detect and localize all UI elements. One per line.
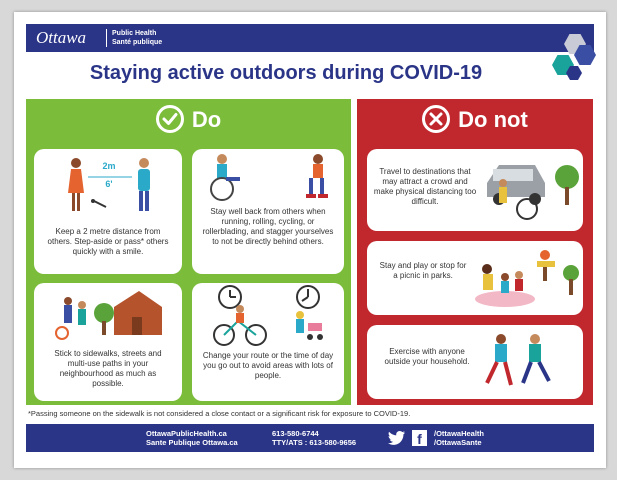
twitter-icon[interactable] [388, 430, 406, 446]
phone-number: 613-580-6744 [272, 429, 319, 438]
distance-metres: 2m [102, 161, 116, 171]
car-bikes-illustration [479, 153, 579, 223]
do-not-card-picnic-text: Stay and play or stop for a picnic in parks. [379, 261, 467, 280]
do-card-sidewalks [34, 283, 182, 401]
do-card-stay-back [192, 149, 344, 274]
website-en-link[interactable]: OttawaPublicHealth.ca [146, 429, 227, 438]
distance-feet: 6' [105, 179, 113, 189]
do-card-change-route [192, 283, 344, 401]
checkmark-icon [156, 105, 184, 133]
do-card-distance-text: Keep a 2 metre distance from others. Step-aside or pass* others quickly with a smile. [47, 227, 169, 256]
do-not-card-travel [367, 149, 583, 231]
poster [14, 12, 606, 468]
do-card-distance [34, 149, 182, 274]
wheelchair-rollerblader-illustration [206, 153, 332, 203]
ottawa-logo: Ottawa [36, 28, 87, 47]
cyclist-clock-illustration [212, 285, 328, 347]
do-not-card-exercise [367, 325, 583, 399]
footer-phones [272, 429, 356, 447]
social-handle-en[interactable]: /OttawaHealth [434, 429, 485, 438]
do-not-card-picnic [367, 241, 583, 315]
header-bar [26, 24, 594, 52]
org-name-fr: Santé publique [112, 39, 163, 46]
do-not-panel [357, 99, 593, 405]
website-fr-link[interactable]: Sante Publique Ottawa.ca [146, 438, 238, 447]
tty-number: TTY/ATS : 613-580-9656 [272, 438, 357, 447]
x-cross-icon [422, 105, 450, 133]
do-card-stay-back-text: Stay well back from others when running, rolling, cycling, or rollerblading, and stagger yourselves to not be directly behind others. [202, 207, 334, 246]
logo-divider [106, 29, 107, 47]
do-panel [26, 99, 351, 405]
runners-illustration [479, 329, 569, 395]
footer-bar [26, 424, 594, 452]
org-name [112, 29, 162, 47]
footer-social [434, 429, 484, 447]
do-not-card-travel-text: Travel to destinations that may attract a crowd and make physical distancing too difficult. [373, 167, 477, 206]
family-walking-house-illustration [54, 287, 164, 343]
social-handle-fr[interactable]: /OttawaSante [434, 438, 482, 447]
do-heading-label: Do [191, 107, 222, 132]
page-title: Staying active outdoors during COVID-19 [89, 62, 483, 84]
do-card-change-route-text: Change your route or the time of day you go out to avoid areas with lots of people. [202, 351, 334, 380]
do-not-heading [357, 107, 593, 135]
footnote: *Passing someone on the sidewalk is not considered a close contact or a significant risk for exposure to COVID-19. [28, 409, 411, 418]
footer-websites [146, 429, 238, 447]
do-not-card-exercise-text: Exercise with anyone outside your household. [384, 347, 470, 366]
facebook-icon[interactable]: f [412, 430, 427, 446]
do-card-sidewalks-text: Stick to sidewalks, streets and multi-use paths in your neighbourhood as much as possible. [54, 349, 162, 388]
do-heading [26, 107, 351, 135]
org-name-en: Public Health [112, 30, 157, 37]
do-not-heading-label: Do not [458, 107, 528, 132]
picnic-family-illustration [471, 245, 579, 311]
